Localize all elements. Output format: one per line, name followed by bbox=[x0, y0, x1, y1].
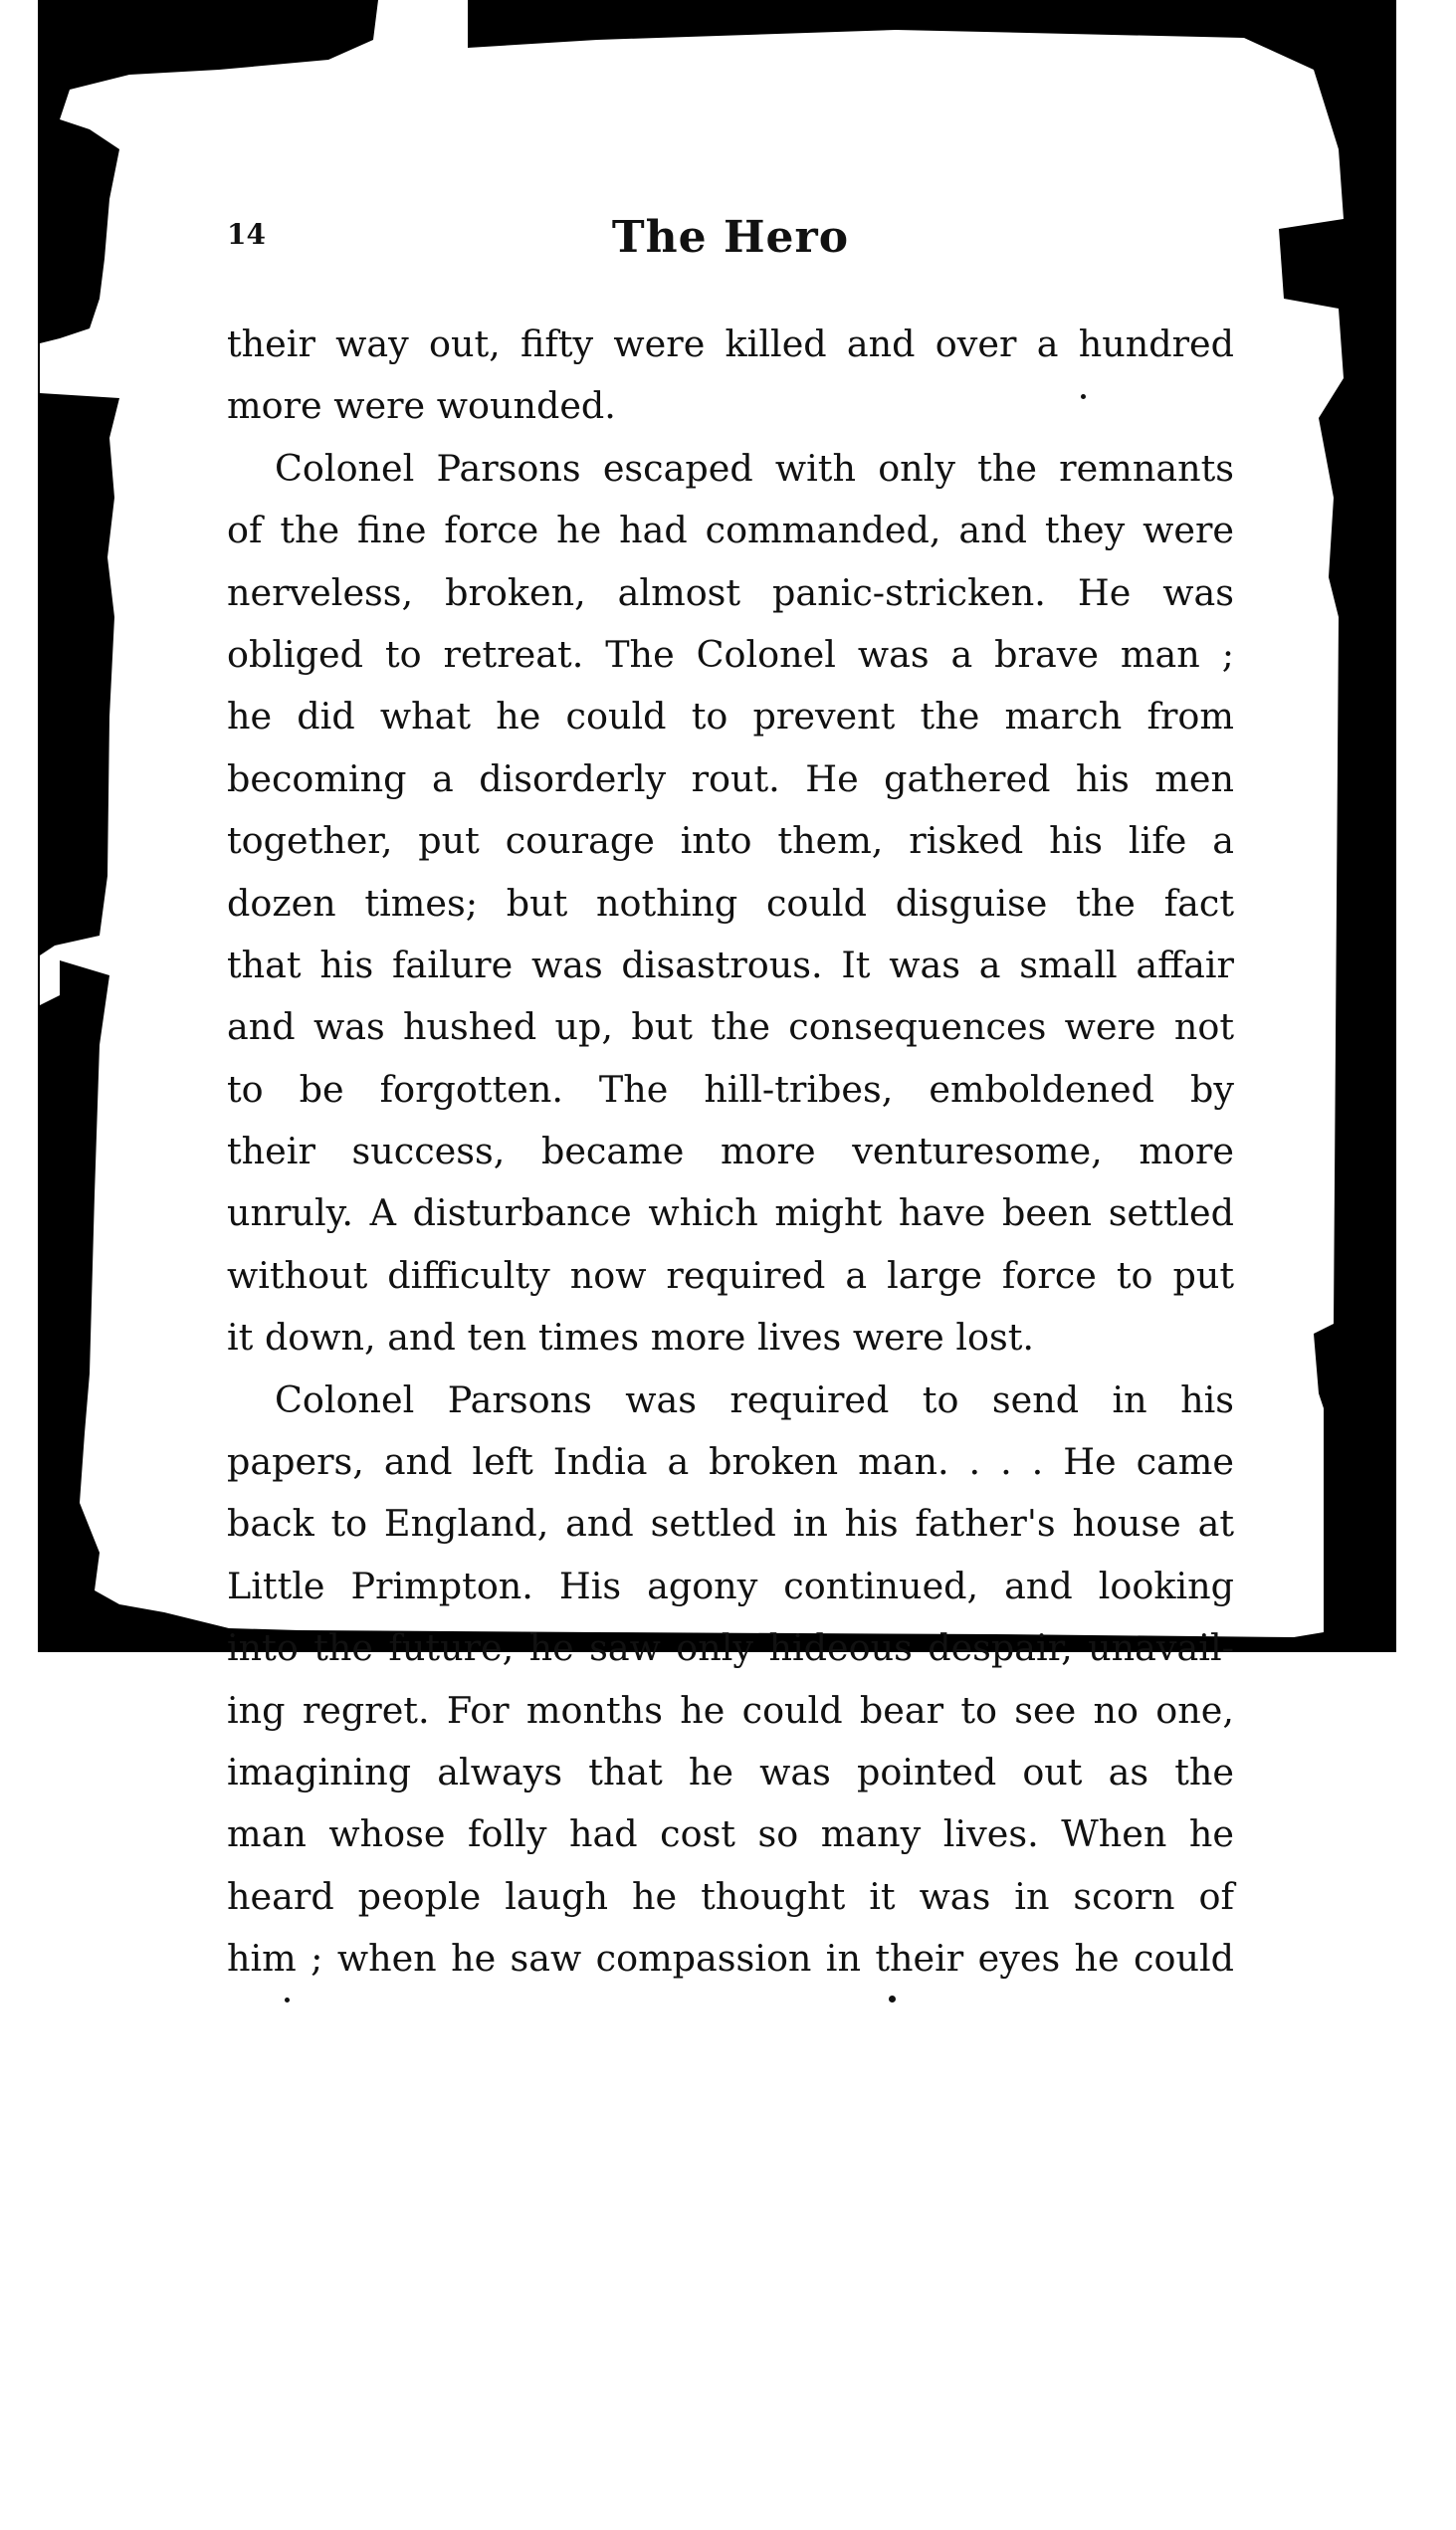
text-line: ing regret. For months he could bear to see no one, bbox=[227, 1688, 1234, 1732]
text-line: becoming a disorderly rout. He gathered his men bbox=[227, 756, 1234, 800]
text-line: imagining always that he was pointed out as the bbox=[227, 1750, 1234, 1793]
text-line: more were wounded. bbox=[227, 384, 616, 428]
text-line: into the future, he saw only hideous despair, unavail- bbox=[227, 1626, 1234, 1670]
text-line: to be forgotten. The hill-tribes, emboldened by bbox=[227, 1067, 1234, 1111]
page-number: 14 bbox=[227, 218, 266, 251]
text-line: unruly. A disturbance which might have been settled bbox=[227, 1191, 1234, 1235]
text-line: he did what he could to prevent the march from bbox=[227, 695, 1234, 738]
text-line: their success, became more venturesome, more bbox=[227, 1130, 1234, 1173]
text-line: obliged to retreat. The Colonel was a brave man ; bbox=[227, 632, 1234, 676]
text-line: of the fine force he had commanded, and they were bbox=[227, 509, 1234, 552]
running-title: The Hero bbox=[611, 212, 850, 263]
text-block bbox=[227, 314, 1234, 1991]
text-line: it down, and ten times more lives were lost. bbox=[227, 1316, 1035, 1360]
text-line: that his failure was disastrous. It was a small affair bbox=[227, 943, 1234, 986]
scan-edge-right bbox=[1324, 1334, 1349, 1652]
text-line: papers, and left India a broken man. . . . He came bbox=[227, 1440, 1234, 1484]
running-head bbox=[227, 214, 1234, 274]
text-line: him ; when he saw compassion in their eyes he could bbox=[227, 1937, 1234, 1981]
text-line: Little Primpton. His agony continued, and looking bbox=[227, 1564, 1234, 1607]
text-line: without difficulty now required a large force to put bbox=[227, 1253, 1234, 1297]
text-line: nerveless, broken, almost panic-stricken. He was bbox=[227, 570, 1234, 614]
text-line: together, put courage into them, risked his life a bbox=[227, 819, 1234, 863]
text-line: Colonel Parsons was required to send in his bbox=[275, 1377, 1234, 1421]
text-line: man whose folly had cost so many lives. When he bbox=[227, 1812, 1234, 1856]
text-line: their way out, fifty were killed and over a hundred bbox=[227, 322, 1234, 365]
text-line: back to England, and settled in his father's house at bbox=[227, 1502, 1234, 1546]
text-line: Colonel Parsons escaped with only the remnants bbox=[275, 446, 1234, 490]
ink-speck bbox=[285, 1998, 290, 2003]
text-line: and was hushed up, but the consequences were not bbox=[227, 1005, 1234, 1049]
text-line: heard people laugh he thought it was in scorn of bbox=[227, 1874, 1234, 1918]
text-line: dozen times; but nothing could disguise the fact bbox=[227, 881, 1234, 925]
page-body bbox=[227, 214, 1234, 1991]
ink-speck bbox=[889, 1996, 896, 2003]
